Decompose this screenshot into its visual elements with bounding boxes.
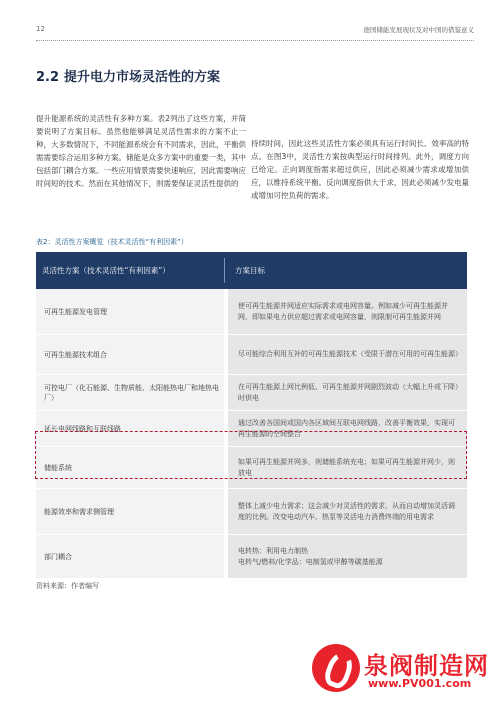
row-goal: 通过改善各国间或国内各区域间互联电网线路，改善平衡效果，实现可再生能源的空间整合 <box>228 411 467 446</box>
page-header <box>0 0 500 48</box>
table-row <box>36 535 467 579</box>
row-goal: 使可再生能源并网适应实际需求或电网容量。例如减少可再生能源并网，即如果电力供应超过需求或电网容量，则限制可再生能源并网 <box>228 289 467 334</box>
body-text-right: 持续时间，因此这些灵活性方案必须具有运行时间长、效率高的特点。在图3中，灵活性方案按典型运行时间排列。此外，调度方向已给定。正向调度指需求超过供应，因此必须减少需求或增加供应，以维持系统平衡。反向调度指供大于求，因此必须减少发电量或增加可控负荷的需求。 <box>251 139 469 200</box>
table-row <box>36 289 467 335</box>
watermark-url: www.PV001.com <box>368 677 472 690</box>
section-title-text: 提升电力市场灵活性的方案 <box>64 70 221 85</box>
row-goal: 电转热：利用电力制热 电转气/燃料/化学品：电制氢或甲醇等碳基能源 <box>228 535 467 578</box>
watermark <box>312 644 492 698</box>
table-row <box>36 335 467 375</box>
watermark-logo-icon <box>312 644 360 692</box>
table-caption: 表2：灵活性方案概览（技术灵活性“有利因素”） <box>36 238 188 246</box>
table-row-highlighted <box>36 447 467 489</box>
source-note: 资料来源：作者编写 <box>36 582 99 590</box>
table-header-option: 灵活性方案（技术灵活性“有利因素”） <box>42 266 170 275</box>
row-goal: 尽可能综合利用互补的可再生能源技术（受限于潜在可用的可再生能源） <box>228 335 467 374</box>
header-divider <box>36 40 474 41</box>
flexibility-options-table <box>36 252 467 579</box>
row-option: 可控电厂（化石能源、生物质能、太阳能热电厂和地热电厂） <box>36 375 224 410</box>
row-option: 能源效率和需求侧管理 <box>36 489 224 534</box>
section-title <box>36 66 220 85</box>
section-number: 2.2 <box>36 70 60 85</box>
table-row <box>36 411 467 447</box>
table-row <box>36 489 467 535</box>
row-option: 可再生能源发电管理 <box>36 289 224 334</box>
row-option: 可再生能源技术组合 <box>36 335 224 374</box>
page-number: 12 <box>36 25 45 33</box>
table-row <box>36 375 467 411</box>
row-option: 部门耦合 <box>36 535 224 578</box>
watermark-name: 泉阀制造网 <box>364 652 489 680</box>
row-option: 延长电网线路和互联线路 <box>36 411 224 446</box>
table-header-row <box>36 252 467 289</box>
row-goal: 在可再生能源上网比例低、可再生能源并网剧烈波动（大幅上升或下降）时供电 <box>228 375 467 410</box>
row-option: 储能系统 <box>36 447 224 488</box>
table-header-goal: 方案目标 <box>235 266 265 275</box>
running-title: 德国储能发展现状及对中国的借鉴意义 <box>363 26 474 34</box>
body-text-left: 提升能源系统的灵活性有多种方案。表2列出了这些方案，并简要说明了方案目标。虽然他能够满足灵活性需求的方案不止一种，大多数情况下，不同能源系统会有不同需求，因此，平衡供需需要综合运用多种方案。储能是众多方案中的重要一类，其中包括部门耦合方案。一些应用情景需要快速响应，因此需要响应时间短的技术。然而在其他情况下，则需要保证灵活性提供的 <box>36 114 246 188</box>
row-goal: 如果可再生能源并网多，则储能系统充电；如果可再生能源并网少，则放电 <box>228 447 467 488</box>
row-goal: 整体上减少电力需求；这会减少对灵活性的需求，从而自动增加灵活调度的比例。改变电动汽车、热泵等灵活电力消费终端的用电需求 <box>228 489 467 534</box>
